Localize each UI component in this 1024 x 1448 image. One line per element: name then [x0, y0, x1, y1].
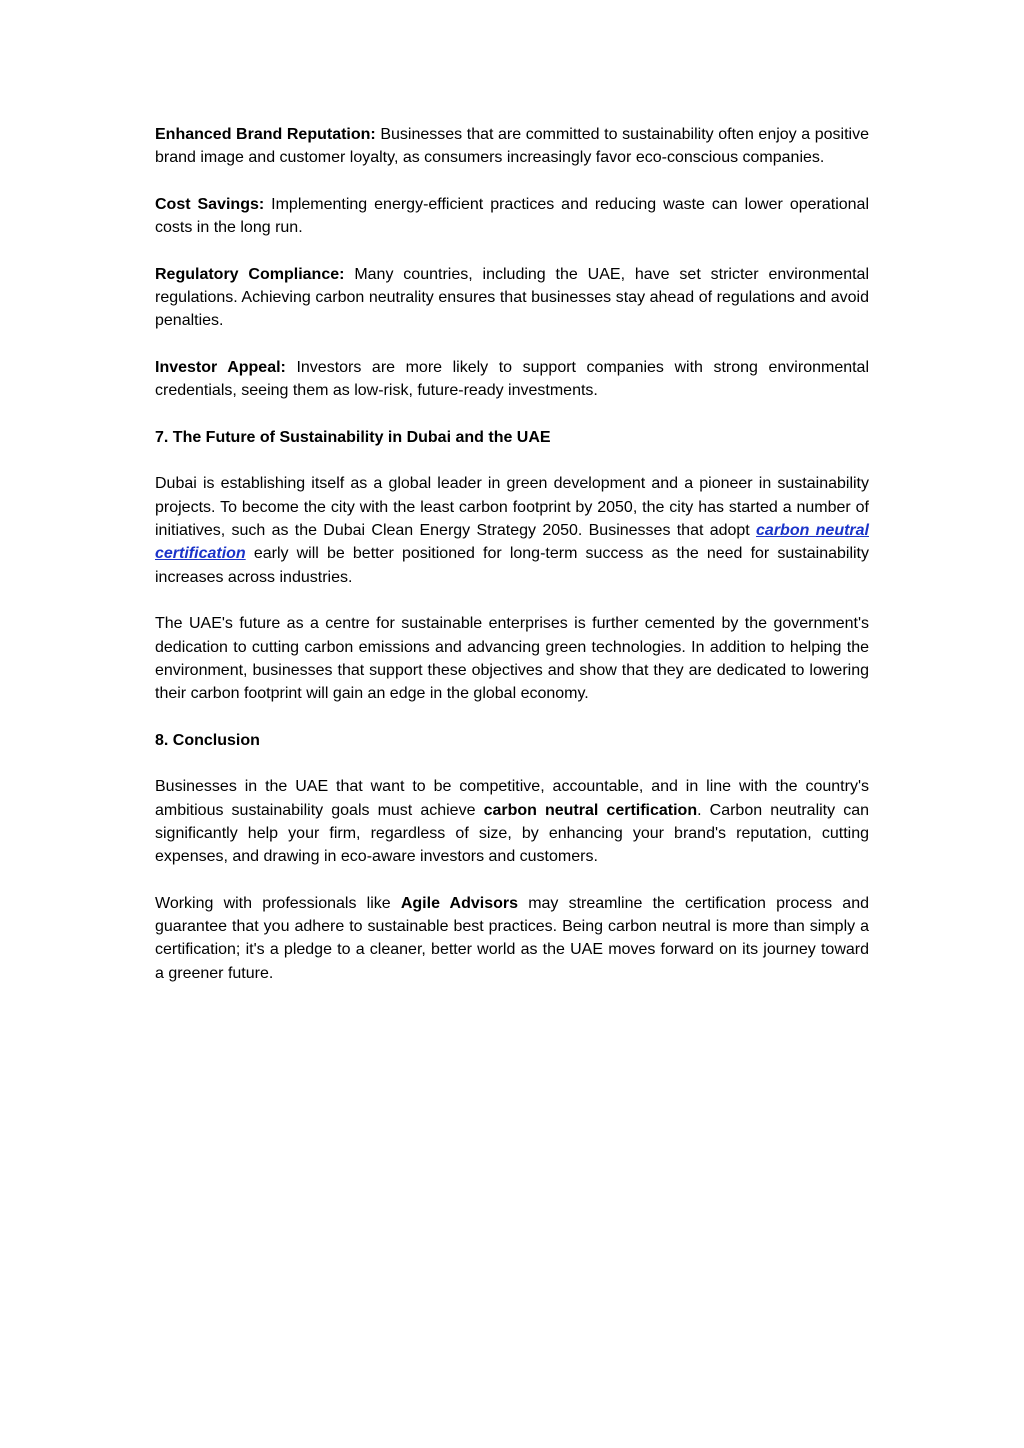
benefit-brand-reputation [155, 123, 869, 170]
section-8-paragraph-2 [155, 892, 869, 985]
benefit-regulatory-compliance [155, 263, 869, 333]
section-7-heading: 7. The Future of Sustainability in Dubai and the UAE [155, 428, 551, 446]
benefit-regulatory-lead: Regulatory Compliance: [155, 265, 345, 283]
benefit-brand-text: Businesses that are committed to sustainability often enjoy a positive brand image and customer loyalty, as consumers increasingly favor eco-conscious companies. [155, 126, 870, 167]
carbon-neutral-certification-link[interactable]: carbon neutral certification [155, 522, 869, 563]
section-7-paragraph-1 [155, 472, 869, 588]
benefit-investor-appeal [155, 356, 869, 403]
section-8-p2-before: Working with professionals like [155, 894, 401, 912]
section-8-p2-bold: Agile Advisors [400, 894, 519, 912]
section-7-p1-before: Dubai is establishing itself as a global leader in green development and a pioneer in sustainability projects. To become the city with the least carbon footprint by 2050, the city has started a number of initiatives, such as the Dubai Clean Energy Strategy 2050. Businesses that adopt [155, 475, 869, 540]
section-8-p1-before: Businesses in the UAE that want to be competitive, accountable, and in line with the country's ambitious sustainability goals must achieve [155, 778, 869, 819]
benefit-cost-savings [155, 193, 869, 240]
benefit-cost-lead: Cost Savings: [155, 195, 265, 213]
document-page [155, 123, 869, 1008]
section-7-p1-after: early will be better positioned for long-term success as the need for sustainability increases across industries. [155, 545, 869, 586]
section-7-paragraph-2: The UAE's future as a centre for sustainable enterprises is further cemented by the government's dedication to cutting carbon emissions and advancing green technologies. In addition to helping the environment, businesses that support these objectives and show that they are dedicated to lowering their carbon footprint will gain an edge in the global economy. [155, 615, 869, 703]
benefit-investor-text: Investors are more likely to support companies with strong environmental credentials, seeing them as low-risk, future-ready investments. [155, 358, 870, 400]
section-8-p1-bold: carbon neutral certification [483, 801, 698, 819]
benefit-brand-lead: Enhanced Brand Reputation: [155, 126, 376, 143]
section-8-p1-after: . Carbon neutrality can significantly help your firm, regardless of size, by enhancing your brand's reputation, cutting expenses, and drawing in eco-aware investors and customers. [155, 801, 869, 866]
section-8-heading: 8. Conclusion [155, 731, 260, 749]
section-8-p2-after: may streamline the certification process and guarantee that you adhere to sustainable best practices. Being carbon neutral is more than simply a certification; it's a pledge to a cleaner, better world as the UAE moves forward on its journey toward a greener future. [155, 894, 869, 982]
section-8-paragraph-1 [155, 775, 869, 868]
benefit-investor-lead: Investor Appeal: [155, 358, 286, 376]
benefit-cost-text: Implementing energy-efficient practices and reducing waste can lower operational costs in the long run. [155, 195, 870, 237]
benefit-regulatory-text: Many countries, including the UAE, have set stricter environmental regulations. Achieving carbon neutrality ensures that businesses stay ahead of regulations and avoid penalties. [155, 265, 870, 330]
